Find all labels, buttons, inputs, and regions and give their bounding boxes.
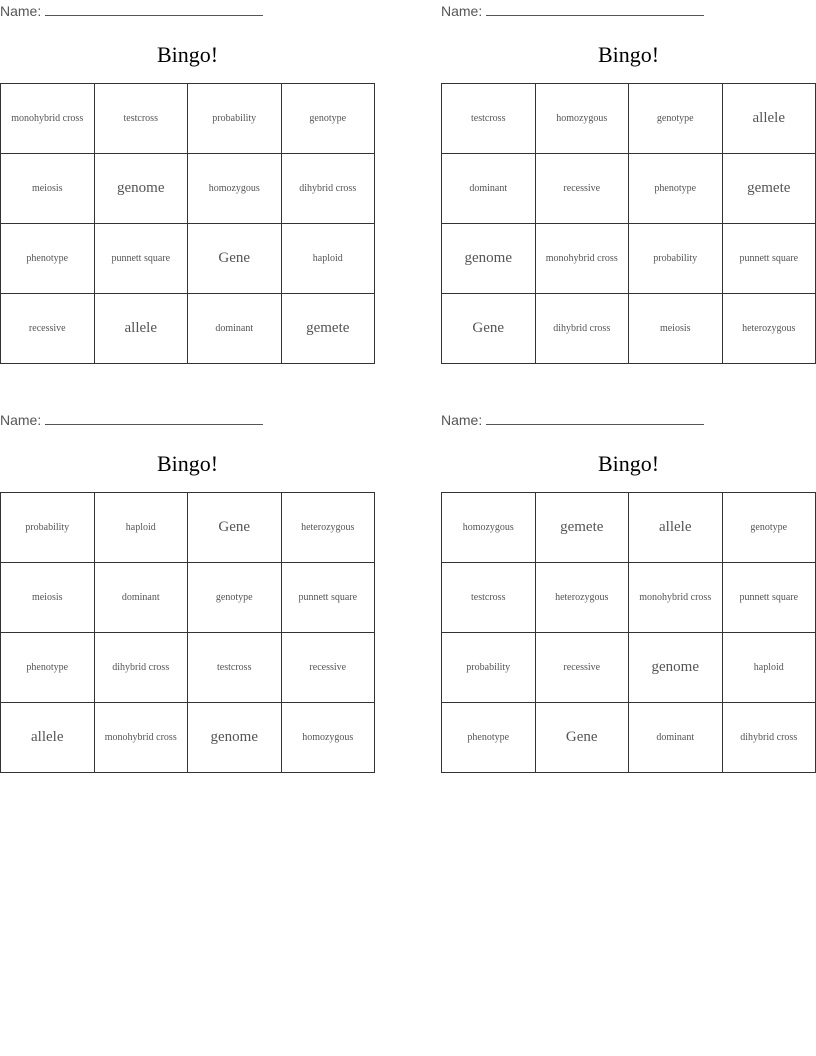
grid-cell: punnett square: [722, 563, 816, 633]
grid-row: [1, 294, 375, 364]
grid-cell: genotype: [722, 493, 816, 563]
grid-row: [1, 224, 375, 294]
grid-cell: meiosis: [1, 563, 95, 633]
grid-cell: genotype: [188, 563, 282, 633]
grid-cell: testcross: [442, 563, 536, 633]
grid-row: [442, 633, 816, 703]
grid-cell: allele: [94, 294, 188, 364]
bingo-card-4: [441, 409, 816, 745]
grid-cell: monohybrid cross: [629, 563, 723, 633]
name-label: Name:: [441, 412, 483, 428]
card-title: Bingo!: [156, 451, 219, 476]
grid-cell: genotype: [281, 84, 375, 154]
grid-cell: genome: [94, 154, 188, 224]
grid-cell: phenotype: [1, 224, 95, 294]
grid-cell: testcross: [94, 84, 188, 154]
bingo-grid: [0, 83, 375, 364]
grid-cell: heterozygous: [722, 294, 816, 364]
grid-cell: meiosis: [629, 294, 723, 364]
grid-cell: dihybrid cross: [94, 633, 188, 703]
grid-row: [442, 224, 816, 294]
grid-cell: genome: [629, 633, 723, 703]
grid-cell: homozygous: [442, 493, 536, 563]
grid-cell: probability: [442, 633, 536, 703]
bingo-card-2: [441, 0, 816, 336]
grid-row: [1, 84, 375, 154]
grid-cell: heterozygous: [281, 493, 375, 563]
grid-cell: recessive: [281, 633, 375, 703]
grid-cell: probability: [629, 224, 723, 294]
grid-cell: testcross: [442, 84, 536, 154]
grid-cell: phenotype: [1, 633, 95, 703]
grid-cell: Gene: [442, 294, 536, 364]
grid-cell: recessive: [535, 154, 629, 224]
grid-cell: allele: [1, 703, 95, 773]
grid-cell: dihybrid cross: [281, 154, 375, 224]
grid-cell: homozygous: [188, 154, 282, 224]
bingo-grid: [441, 492, 816, 773]
grid-row: [1, 633, 375, 703]
grid-cell: gemete: [535, 493, 629, 563]
grid-cell: haploid: [722, 633, 816, 703]
grid-cell: recessive: [1, 294, 95, 364]
grid-cell: probability: [1, 493, 95, 563]
grid-cell: punnett square: [94, 224, 188, 294]
grid-cell: monohybrid cross: [94, 703, 188, 773]
grid-cell: monohybrid cross: [535, 224, 629, 294]
grid-row: [442, 493, 816, 563]
grid-cell: allele: [722, 84, 816, 154]
grid-cell: haploid: [281, 224, 375, 294]
grid-cell: dihybrid cross: [535, 294, 629, 364]
grid-cell: gemete: [722, 154, 816, 224]
grid-cell: monohybrid cross: [1, 84, 95, 154]
grid-cell: dihybrid cross: [722, 703, 816, 773]
name-row: [0, 411, 263, 429]
name-label: Name:: [0, 412, 42, 428]
name-label: Name:: [441, 3, 483, 19]
name-label: Name:: [0, 3, 42, 19]
grid-cell: dominant: [188, 294, 282, 364]
grid-cell: homozygous: [535, 84, 629, 154]
grid-cell: Gene: [188, 224, 282, 294]
bingo-grid: [441, 83, 816, 364]
name-blank-line: [486, 2, 704, 16]
name-blank-line: [486, 411, 704, 425]
grid-cell: probability: [188, 84, 282, 154]
grid-row: [442, 84, 816, 154]
bingo-grid: [0, 492, 375, 773]
grid-cell: dominant: [629, 703, 723, 773]
bingo-card-1: [0, 0, 375, 336]
grid-cell: gemete: [281, 294, 375, 364]
grid-cell: haploid: [94, 493, 188, 563]
grid-cell: punnett square: [722, 224, 816, 294]
grid-cell: dominant: [94, 563, 188, 633]
name-blank-line: [45, 411, 263, 425]
grid-cell: recessive: [535, 633, 629, 703]
grid-cell: punnett square: [281, 563, 375, 633]
grid-cell: genome: [442, 224, 536, 294]
grid-row: [442, 154, 816, 224]
name-row: [441, 411, 704, 429]
grid-cell: dominant: [442, 154, 536, 224]
grid-cell: phenotype: [629, 154, 723, 224]
grid-row: [1, 493, 375, 563]
grid-row: [1, 563, 375, 633]
name-row: [441, 2, 704, 20]
grid-cell: testcross: [188, 633, 282, 703]
grid-row: [1, 154, 375, 224]
grid-cell: genotype: [629, 84, 723, 154]
grid-cell: homozygous: [281, 703, 375, 773]
grid-cell: meiosis: [1, 154, 95, 224]
grid-cell: allele: [629, 493, 723, 563]
name-row: [0, 2, 263, 20]
grid-cell: phenotype: [442, 703, 536, 773]
card-title: Bingo!: [597, 42, 660, 67]
grid-row: [442, 563, 816, 633]
grid-row: [442, 294, 816, 364]
grid-row: [442, 703, 816, 773]
grid-cell: heterozygous: [535, 563, 629, 633]
card-title: Bingo!: [156, 42, 219, 67]
name-blank-line: [45, 2, 263, 16]
bingo-card-3: [0, 409, 375, 745]
grid-cell: Gene: [188, 493, 282, 563]
grid-cell: Gene: [535, 703, 629, 773]
grid-row: [1, 703, 375, 773]
card-title: Bingo!: [597, 451, 660, 476]
grid-cell: genome: [188, 703, 282, 773]
